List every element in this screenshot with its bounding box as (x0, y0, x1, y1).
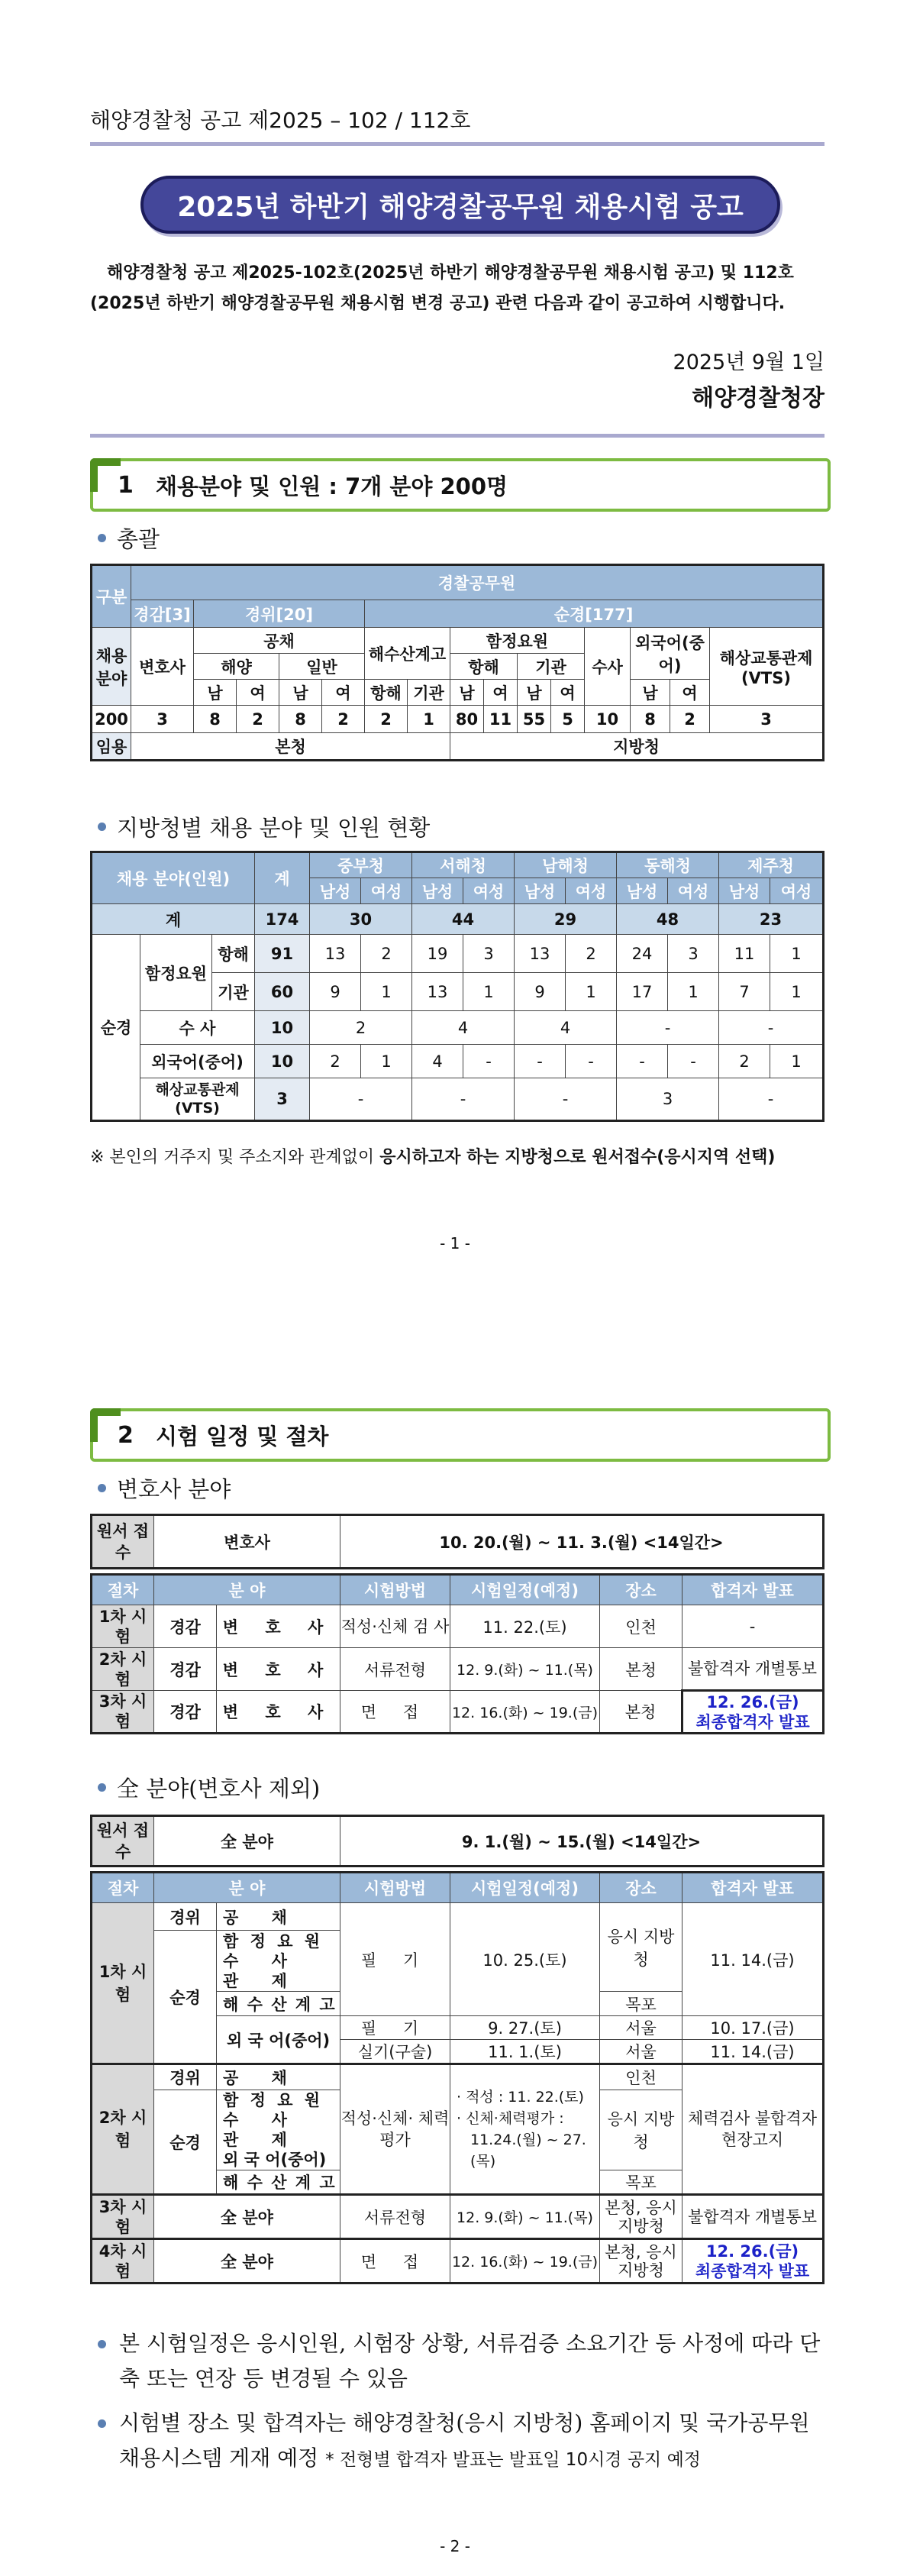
cell: 남 (450, 680, 484, 706)
cell: 3 (463, 935, 515, 973)
cell: 서류전형 (340, 1648, 450, 1691)
cell: 계 (92, 904, 255, 935)
cell: 23 (719, 904, 824, 935)
section-1-header (90, 458, 831, 512)
cell: 12. 9.(화) ~ 11.(목) (450, 1648, 600, 1691)
cell: 기관 (408, 680, 450, 706)
cell: 본청, 응시 지방청 (600, 2195, 682, 2239)
cell: 3 (255, 1078, 310, 1121)
note-text: ※ 본인의 거주지 및 주소지와 관계없이 (90, 1148, 380, 1167)
cell: 남성 (412, 878, 463, 904)
cell: 남 (279, 680, 322, 706)
cell: 경위 (154, 2064, 217, 2090)
cell: 목포 (600, 2170, 682, 2195)
cell: 2 (237, 706, 279, 733)
cell: 여 (322, 680, 365, 706)
note-bold: 응시하고자 하는 지방청으로 원서접수(응시지역 선택) (379, 1148, 776, 1167)
date-line: 11.24.(월) ~ 27.(목) (470, 2132, 586, 2170)
cell: 남 (631, 680, 670, 706)
cell: 8 (279, 706, 322, 733)
bullet-dot-icon (98, 2419, 106, 2428)
cell: 여 (237, 680, 279, 706)
cell: 남성 (617, 878, 668, 904)
cell: 순경 (154, 2090, 217, 2195)
cell: 본청, 응시 지방청 (600, 2239, 682, 2283)
cell: 4 (412, 1045, 463, 1078)
cell: 응시 지방청 (600, 1903, 682, 1992)
cell: 채용 분야(인원) (92, 852, 255, 904)
cell: - (566, 1045, 617, 1078)
cell: 48 (617, 904, 719, 935)
cell: 9 (515, 973, 566, 1011)
cell: 10 (255, 1045, 310, 1078)
cell: 2 (566, 935, 617, 973)
lawyer-application-table (90, 1514, 824, 1569)
cell: 60 (255, 973, 310, 1011)
cell: 91 (255, 935, 310, 973)
cell: 2 (719, 1045, 770, 1078)
cell: 시험일정(예정) (450, 1575, 600, 1605)
bullet-item (98, 2326, 831, 2397)
cell: 1차 시험 (92, 1605, 154, 1648)
bullet-dot-icon (98, 1783, 106, 1792)
cell: 공 채 (217, 1903, 340, 1931)
cell: 지방청 (450, 733, 824, 761)
cell: 55 (518, 706, 551, 733)
cell: 서울 (600, 2040, 682, 2064)
cell: 순경 (92, 935, 140, 1121)
cell: 기관 (212, 973, 255, 1011)
cell: 10 (255, 1011, 310, 1045)
section-title: 채용분야 및 인원 : 7개 분야 200명 (156, 473, 508, 499)
regional-table (90, 851, 824, 1122)
cell: 3 (617, 1078, 719, 1121)
cell: 여성 (463, 878, 515, 904)
subheading-text: 변호사 분야 (117, 1476, 231, 1502)
cell: 외국어(중어) (631, 628, 710, 680)
divider (90, 434, 824, 438)
cell: 구분 (92, 565, 131, 628)
cell: 경감 (154, 1691, 217, 1734)
cell: 여성 (566, 878, 617, 904)
cell: 순경 (154, 1931, 217, 2064)
subheading-text: 지방청별 채용 분야 및 인원 현황 (117, 815, 431, 841)
cell: 분 야 (154, 1575, 340, 1605)
cell: 남해청 (515, 852, 617, 878)
cell: 2 (670, 706, 710, 733)
cell: 본청 (600, 1648, 682, 1691)
cell: 합격자 발표 (682, 1873, 824, 1903)
cell: - (463, 1045, 515, 1078)
cell: 시험방법 (340, 1873, 450, 1903)
date-line: · 신체·체력평가 : (457, 2110, 564, 2127)
cell: - (668, 1045, 719, 1078)
cell: - (682, 1605, 824, 1648)
cell: 체력검사 불합격자 현장고지 (682, 2064, 824, 2195)
cell: 9. 27.(토) (450, 2016, 600, 2040)
label: 관 제 (223, 2131, 301, 2149)
cell: 필 기 (340, 2016, 450, 2040)
cell: 2 (322, 706, 365, 733)
cell: 5 (551, 706, 585, 733)
cell: 해 수 산 계 고 (217, 1992, 340, 2016)
cell: 2 (365, 706, 408, 733)
cell: 실기(구술) (340, 2040, 450, 2064)
cell: 1 (770, 1045, 824, 1078)
summary-table (90, 564, 824, 761)
cell: 분 야 (154, 1873, 340, 1903)
note (90, 1144, 775, 1168)
cell: 여 (484, 680, 518, 706)
cell: 1차 시험 (92, 1903, 154, 2064)
cell: 해 수 산 계 고 (217, 2170, 340, 2195)
cell: 13 (412, 973, 463, 1011)
cell: 1 (463, 973, 515, 1011)
date-line: · 적성 : 11. 22.(토) (457, 2089, 584, 2106)
cell: - (310, 1078, 412, 1121)
cell: - (515, 1078, 617, 1121)
cell: 외국어(중어) (140, 1045, 255, 1078)
cell: 인천 (600, 1605, 682, 1648)
cell: 11 (484, 706, 518, 733)
label: 함 정 요 원 (223, 1931, 324, 1951)
cell: 11. 22.(토) (450, 1605, 600, 1648)
cell: 본청 (600, 1691, 682, 1734)
cell: 원서 접수 (92, 1816, 154, 1867)
bullet-dot-icon (98, 534, 106, 542)
cell: 24 (617, 935, 668, 973)
cell: 적성·신체 검 사 (340, 1605, 450, 1648)
cell: 제주청 (719, 852, 824, 878)
cell: - (617, 1045, 668, 1078)
cell: 변 호 사 (217, 1605, 340, 1648)
multi-label-cell (217, 1931, 340, 1992)
page-number: - 1 - (440, 1234, 470, 1252)
label: 함 정 요 원 (223, 2091, 324, 2109)
subheading (98, 811, 430, 842)
cell: 경찰공무원 (131, 565, 824, 600)
cell: 80 (450, 706, 484, 733)
cell: 해수산계고 (365, 628, 450, 680)
cell: 1 (770, 973, 824, 1011)
all-schedule-table (90, 1871, 824, 2284)
label: 수 사 (223, 2111, 301, 2129)
final-result-cell (682, 1691, 824, 1734)
cell: 8 (631, 706, 670, 733)
corner-decoration (90, 1408, 121, 1442)
cell: 2 (361, 935, 412, 973)
cell: 1 (566, 973, 617, 1011)
cell: 1 (361, 973, 412, 1011)
cell: 12. 16.(화) ~ 19.(금) (450, 1691, 600, 1734)
cell: 1 (408, 706, 450, 733)
cell: 全 분야 (154, 2195, 340, 2239)
final-result-cell (682, 2239, 824, 2283)
cell: 기관 (518, 654, 585, 680)
multi-date-cell (450, 2064, 600, 2195)
cell: 174 (255, 904, 310, 935)
cell: 서울 (600, 2016, 682, 2040)
cell: 11. 1.(토) (450, 2040, 600, 2064)
subheading (98, 522, 160, 554)
cell: 항해 (450, 654, 518, 680)
cell: 9. 1.(월) ~ 15.(월) <14일간> (340, 1816, 824, 1867)
cell: 17 (617, 973, 668, 1011)
cell: 서해청 (412, 852, 515, 878)
section-number: 1 (118, 471, 134, 499)
cell: 수사 (585, 628, 631, 706)
cell: 1 (668, 973, 719, 1011)
cell: 10 (585, 706, 631, 733)
cell: 채용분야 (92, 628, 131, 706)
cell: 항해 (212, 935, 255, 973)
multi-label-cell (217, 2090, 340, 2170)
cell: 항해 (365, 680, 408, 706)
section-number: 2 (118, 1421, 134, 1449)
cell: 2 (310, 1045, 361, 1078)
cell: 본청 (131, 733, 450, 761)
all-application-table (90, 1815, 824, 1867)
cell: 여성 (668, 878, 719, 904)
cell: 4 (412, 1011, 515, 1045)
cell: 10. 25.(토) (450, 1903, 600, 2016)
bullet-dot-icon (98, 823, 106, 831)
cell: 3차 시험 (92, 1691, 154, 1734)
subheading (98, 1472, 231, 1504)
cell: 12. 16.(화) ~ 19.(금) (450, 2239, 600, 2283)
cell: 4차 시험 (92, 2239, 154, 2283)
result-label: 최종합격자 발표 (695, 2261, 810, 2280)
cell: 중부청 (310, 852, 412, 878)
cell: - (719, 1078, 824, 1121)
cell: - (617, 1011, 719, 1045)
section-title: 시험 일정 및 절차 (156, 1423, 329, 1450)
cell: 응시 지방청 (600, 2090, 682, 2170)
bullet-text (119, 2406, 831, 2477)
cell: 목포 (600, 1992, 682, 2016)
cell: 해상교통관제(VTS) (710, 628, 824, 706)
cell: 해양 (194, 654, 279, 680)
cell: 일반 (279, 654, 365, 680)
cell: - (719, 1011, 824, 1045)
cell: 계 (255, 852, 310, 904)
cell: 2 (310, 1011, 412, 1045)
cell: 10. 20.(월) ~ 11. 3.(월) <14일간> (340, 1515, 824, 1569)
doc-number: 해양경찰청 공고 제2025 – 102 / 112호 (90, 108, 471, 133)
cell: 4 (515, 1011, 617, 1045)
title-banner (140, 176, 780, 234)
bullet-dot-icon (98, 2340, 106, 2348)
cell: 임용 (92, 733, 131, 761)
cell: 남성 (515, 878, 566, 904)
cell: 200 (92, 706, 131, 733)
cell: 장소 (600, 1873, 682, 1903)
cell: 변 호 사 (217, 1691, 340, 1734)
label: 수 사 (223, 1951, 301, 1970)
page-number: - 2 - (440, 2537, 470, 2555)
page-title: 2025년 하반기 해양경찰공무원 채용시험 공고 (177, 191, 744, 223)
cell: 함정요원 (140, 935, 212, 1011)
cell: 여성 (361, 878, 412, 904)
bullet-item (98, 2406, 831, 2477)
cell: 13 (515, 935, 566, 973)
cell: 2차 시험 (92, 2064, 154, 2195)
cell: 3 (710, 706, 824, 733)
divider (90, 142, 824, 146)
cell: 시험일정(예정) (450, 1873, 600, 1903)
cell: 여 (670, 680, 710, 706)
cell: 남 (194, 680, 237, 706)
cell: 29 (515, 904, 617, 935)
cell: 함정요원 (450, 628, 585, 654)
cell: 9 (310, 973, 361, 1011)
cell: 공 채 (217, 2064, 340, 2090)
cell: 7 (719, 973, 770, 1011)
cell: 변 호 사 (217, 1648, 340, 1691)
cell: 30 (310, 904, 412, 935)
cell: - (412, 1078, 515, 1121)
subheading-text: 全 분야(변호사 제외) (117, 1776, 321, 1802)
cell: 외 국 어(중어) (217, 2016, 340, 2064)
cell: 11 (719, 935, 770, 973)
cell: 불합격자 개별통보 (682, 1648, 824, 1691)
label: 외 국 어(중어) (223, 2151, 327, 2169)
cell: 13 (310, 935, 361, 973)
bullet-dot-icon (98, 1484, 106, 1492)
cell: 11. 14.(금) (682, 1903, 824, 2016)
cell: 변호사 (131, 628, 194, 706)
date-text: 2025년 9월 1일 (673, 351, 824, 374)
cell: - (515, 1045, 566, 1078)
cell: 원서 접수 (92, 1515, 154, 1569)
cell: 남성 (719, 878, 770, 904)
cell: 남 (518, 680, 551, 706)
lawyer-schedule-table (90, 1573, 824, 1734)
result-date: 12. 26.(금) (705, 2241, 799, 2261)
cell: 수 사 (140, 1011, 255, 1045)
subheading-text: 총괄 (117, 526, 160, 552)
cell: 면 접 (340, 1691, 450, 1734)
cell: 시험방법 (340, 1575, 450, 1605)
cell: 순경[177] (365, 600, 824, 628)
cell: 全 분야 (154, 2239, 340, 2283)
section-2-header (90, 1408, 831, 1462)
cell: 공채 (194, 628, 365, 654)
cell: 경위[20] (194, 600, 365, 628)
intro-text: 해양경찰청 공고 제2025-102호(2025년 하반기 해양경찰공무원 채용시험 공고) 및 112호(2025년 하반기 해양경찰공무원 채용시험 변경 공고) 관련 다음과 같이 공고하여 시행합니다. (90, 263, 794, 313)
cell: 10. 17.(금) (682, 2016, 824, 2040)
cell: 경위 (154, 1903, 217, 1931)
corner-decoration (90, 458, 121, 492)
cell: 1 (770, 935, 824, 973)
bullet-text: 본 시험일정은 응시인원, 시험장 상황, 서류검증 소요기간 등 사정에 따라 단축 또는 연장 등 변경될 수 있음 (119, 2331, 821, 2391)
cell: 여성 (770, 878, 824, 904)
cell: 필 기 (340, 1903, 450, 2016)
bullet-main: 시험별 장소 및 합격자는 해양경찰청(응시 지방청) 홈페이지 및 국가공무원 채용시스템 게재 예정 (119, 2410, 810, 2471)
cell: 3차 시험 (92, 2195, 154, 2239)
cell: 남성 (310, 878, 361, 904)
bullet-note: * 전형별 합격자 발표는 발표일 10시경 공지 예정 (325, 2450, 702, 2470)
cell: 1 (361, 1045, 412, 1078)
agency-name: 해양경찰청장 (692, 385, 824, 412)
cell: 변호사 (154, 1515, 340, 1569)
result-label: 최종합격자 발표 (695, 1712, 810, 1731)
cell: 장소 (600, 1575, 682, 1605)
cell: 여 (551, 680, 585, 706)
result-date: 12. 26.(금) (706, 1692, 799, 1711)
cell: 11. 14.(금) (682, 2040, 824, 2064)
cell: 해상교통관제 (VTS) (140, 1078, 255, 1121)
cell: 절차 (92, 1575, 154, 1605)
cell: 경감 (154, 1605, 217, 1648)
cell: 12. 9.(화) ~ 11.(목) (450, 2195, 600, 2239)
label: 관 제 (223, 1971, 301, 1990)
cell: 全 분야 (154, 1816, 340, 1867)
cell: 44 (412, 904, 515, 935)
cell: 인천 (600, 2064, 682, 2090)
cell: 합격자 발표 (682, 1575, 824, 1605)
cell: 3 (131, 706, 194, 733)
cell: 경감[3] (131, 600, 194, 628)
cell: 면 접 (340, 2239, 450, 2283)
cell: 19 (412, 935, 463, 973)
cell: 2차 시험 (92, 1648, 154, 1691)
subheading (98, 1772, 320, 1803)
cell: 서류전형 (340, 2195, 450, 2239)
cell: 경감 (154, 1648, 217, 1691)
cell: 3 (668, 935, 719, 973)
cell: 8 (194, 706, 237, 733)
cell: 절차 (92, 1873, 154, 1903)
cell: 불합격자 개별통보 (682, 2195, 824, 2239)
cell: 적성·신체· 체력평가 (340, 2064, 450, 2195)
cell: 동해청 (617, 852, 719, 878)
